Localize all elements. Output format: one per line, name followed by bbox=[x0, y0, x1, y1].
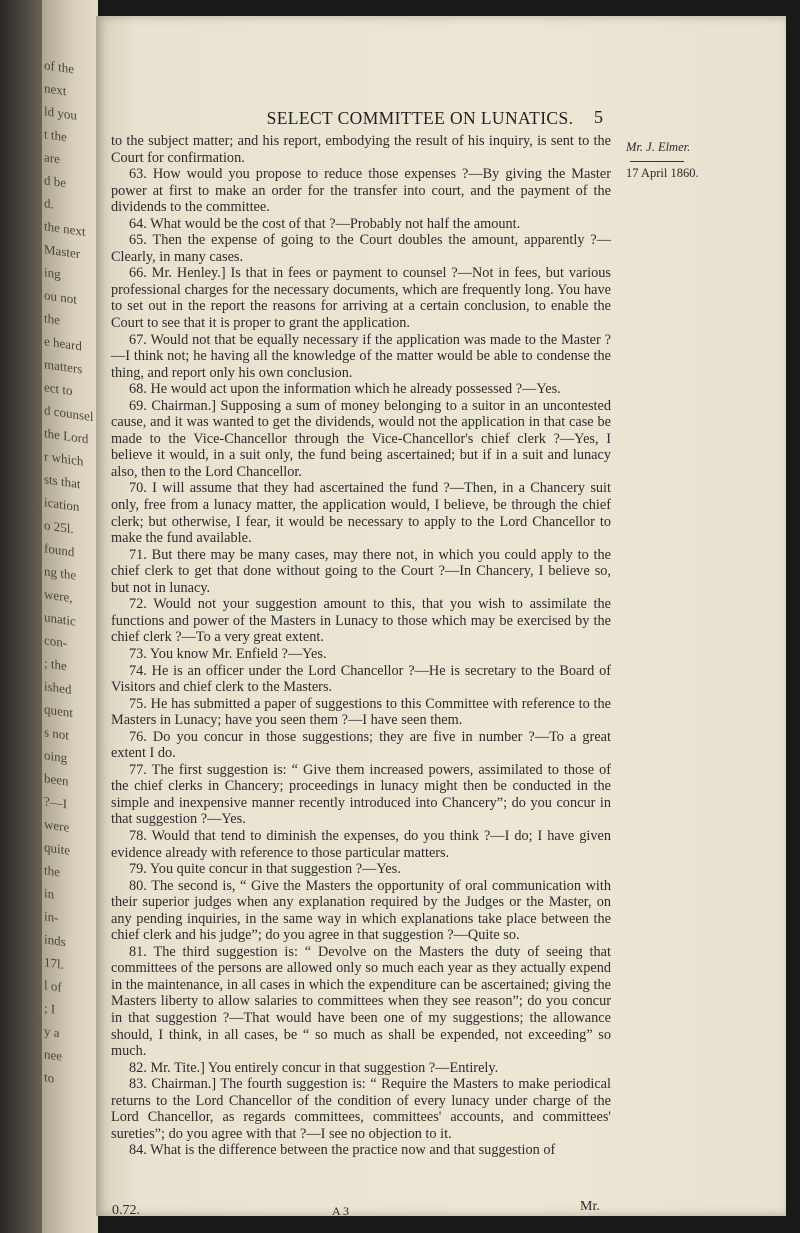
previous-page-fragment: o 25l. bbox=[44, 517, 74, 537]
previous-page-fragment: y a bbox=[44, 1023, 60, 1041]
previous-page-fragment: t the bbox=[44, 126, 67, 145]
testimony-paragraph: 76. Do you concur in those suggestions; they are five in number ?—To a great extent I do. bbox=[111, 728, 611, 762]
testimony-paragraph: 67. Would not that be equally necessary if the application was made to the Master ?—I think not; he having all the knowledge of the matter would be able to condense the thing, and report only his own conclusion. bbox=[111, 331, 611, 381]
testimony-paragraph: 83. Chairman.] The fourth suggestion is: “ Require the Masters to make periodical returns to the Lord Chancellor of the condition of every lunacy under charge of the Lord Chancellor, as regards committees, committees' accounts, and committees' sureties”; do you agree with that ?—I see no objection to it. bbox=[111, 1076, 611, 1142]
running-header: SELECT COMMITTEE ON LUNATICS. bbox=[266, 108, 574, 128]
previous-page-fragment: in- bbox=[44, 908, 59, 926]
testimony-paragraph: 80. The second is, “ Give the Masters the opportunity of oral communication with their superior judges when any explanation required by the Judges or the Master, on any pending inquiries, in the same way in which explanations take place between the chief clerk and his judge”; do you agree in that suggestion ?—Quite so. bbox=[111, 877, 611, 944]
previous-page-fragment: quite bbox=[44, 839, 70, 858]
previous-page-fragment: the bbox=[44, 862, 60, 880]
testimony-paragraph: 81. The third suggestion is: “ Devolve on the Masters the duty of seeing that committees of the persons are allowed only so much each year as they actually expend in the maintenance, in all cases in which the expenditure can be ascertained; giving the Masters liberty to allow salaries to committees when they see reason”; do you concur in that suggestion ?—That would have been one of my suggestions; the allowance should, I think, in all cases, be “ so much as shall be expended, not exceeding” so much. bbox=[111, 943, 611, 1060]
previous-page-fragment: were bbox=[44, 816, 70, 835]
previous-page-fragment: ished bbox=[44, 678, 72, 698]
book-binding bbox=[0, 0, 42, 1233]
page-number: 5 bbox=[594, 107, 603, 127]
previous-page-fragment: ld you bbox=[44, 103, 77, 123]
catchword: Mr. bbox=[580, 1199, 600, 1214]
previous-page-fragment: ou not bbox=[44, 287, 77, 307]
testimony-paragraph: 77. The first suggestion is: “ Give them increased powers, assimilated to those of the chief clerks in Chancery; proceedings in lunacy might then be conducted in the simple and inexpensive manner recently introduced into Chancery”; do you concur in that suggestion ?—Yes. bbox=[111, 761, 611, 828]
previous-page-fragment: the Lord bbox=[44, 425, 89, 447]
testimony-paragraph: 69. Chairman.] Supposing a sum of money belonging to a suitor in an uncontested cause, and it was wanted to get the dividends, would not the application in that case be made to the Vice-Chancellor through the Vice-Chancellor's chief clerk ?—Yes, I believe it would, in a suit only, the fund being ascertained; but if in a suit and lunacy also, then to the Lord Chancellor. bbox=[111, 397, 611, 480]
document-page bbox=[96, 16, 786, 1216]
previous-page-fragment: con- bbox=[44, 632, 68, 651]
previous-page-fragment: Master bbox=[44, 241, 81, 262]
testimony-paragraph: 75. He has submitted a paper of suggestions to this Committee with reference to the Masters in Lunacy; have you seen them ?—I have seen them. bbox=[111, 695, 611, 729]
testimony-paragraph: 74. He is an officer under the Lord Chancellor ?—He is secretary to the Board of Visitors and chief clerk to the Masters. bbox=[111, 662, 611, 696]
margin-note bbox=[626, 140, 699, 181]
continuation-paragraph: to the subject matter; and his report, embodying the result of his inquiry, is sent to the Court for confirmation. bbox=[111, 133, 611, 166]
testimony-body bbox=[111, 133, 611, 1159]
testimony-paragraph: 66. Mr. Henley.] Is that in fees or payment to counsel ?—Not in fees, but various professional charges for the necessary documents, which are frequently long. You have to set out in the report the reasons for arriving at a certain conclusion, to enable the Court to see that it is proper to grant the application. bbox=[111, 265, 611, 332]
testimony-paragraph: 82. Mr. Tite.] You entirely concur in that suggestion ?—Entirely. bbox=[129, 1059, 499, 1076]
testimony-paragraph: 73. You know Mr. Enfield ?—Yes. bbox=[129, 645, 327, 662]
testimony-paragraph: 72. Would not your suggestion amount to this, that you wish to assimilate the functions and power of the Masters in Lunacy to those which may be exercised by the chief clerk ?—To a very great extent. bbox=[111, 596, 611, 646]
testimony-paragraph: 79. You quite concur in that suggestion ?—Yes. bbox=[129, 861, 401, 878]
print-number: 0.72. bbox=[112, 1203, 140, 1218]
previous-page-fragment: 17l. bbox=[44, 954, 64, 972]
testimony-paragraph: 64. What would be the cost of that ?—Probably not half the amount. bbox=[129, 215, 521, 232]
previous-page-fragment: of the bbox=[44, 57, 74, 77]
previous-page-fragment: ?—I bbox=[44, 793, 68, 812]
previous-page-fragment: e heard bbox=[44, 333, 82, 354]
previous-page-fragment: next bbox=[44, 80, 67, 99]
previous-page-fragment: inds bbox=[44, 931, 66, 950]
previous-page-fragment: to bbox=[44, 1069, 55, 1086]
previous-page-fragment: matters bbox=[44, 356, 83, 377]
testimony-paragraph: 70. I will assume that they had ascertained the fund ?—Then, in a Chancery suit only, free from a lunacy matter, the application would, I believe, be through the chief clerk; but otherwise, I fear, it would be necessary to apply to the Lord Chancellor to make the fund available. bbox=[111, 480, 611, 547]
previous-page-fragment: were, bbox=[44, 586, 73, 606]
previous-page-margin-text bbox=[44, 57, 98, 1095]
testimony-paragraph: 78. Would that tend to diminish the expenses, do you think ?—I do; I have given evidence already with reference to those particular matters. bbox=[111, 827, 611, 861]
testimony-paragraph: 63. How would you propose to reduce those expenses ?—By giving the Master power at first to make an order for the transfer into court, and the payment of the dividends to the committee. bbox=[111, 166, 611, 216]
previous-page-fragment: nee bbox=[44, 1046, 63, 1064]
previous-page-fragment: the bbox=[44, 310, 60, 328]
previous-page-fragment: unatic bbox=[44, 609, 76, 629]
signature-mark: A 3 bbox=[332, 1204, 350, 1218]
previous-page-fragment: d counsel bbox=[44, 402, 94, 425]
testimony-date: 17 April 1860. bbox=[626, 166, 699, 180]
previous-page-fragment: are bbox=[44, 149, 60, 167]
margin-rule bbox=[630, 161, 684, 162]
previous-page-fragment: d. bbox=[44, 195, 54, 212]
testimony-paragraph: 84. What is the difference between the practice now and that suggestion of bbox=[129, 1142, 556, 1159]
previous-page-fragment: ication bbox=[44, 494, 80, 515]
previous-page-fragment: ect to bbox=[44, 379, 73, 399]
previous-page-edge bbox=[0, 0, 98, 1233]
testimony-paragraph: 71. But there may be many cases, may there not, in which you could apply to the chief clerk to get that done without going to the Court ?—In Chancery, I believe so, but not in lunacy. bbox=[111, 546, 611, 596]
previous-page-fragment: found bbox=[44, 540, 75, 560]
testimony-paragraph: 68. He would act upon the information which he already possessed ?—Yes. bbox=[129, 381, 561, 398]
previous-page-fragment: been bbox=[44, 770, 69, 789]
previous-page-fragment: s not bbox=[44, 724, 69, 743]
previous-page-fragment: ng the bbox=[44, 563, 77, 583]
testimony-paragraph: 65. Then the expense of going to the Court doubles the amount, apparently ?—Clearly, in many cases. bbox=[111, 232, 611, 265]
previous-page-fragment: the next bbox=[44, 218, 86, 240]
previous-page-fragment: ; I bbox=[44, 1000, 56, 1017]
previous-page-fragment: d be bbox=[44, 172, 67, 191]
previous-page-fragment: in bbox=[44, 885, 55, 902]
witness-name: Mr. J. Elmer. bbox=[626, 140, 691, 154]
previous-page-fragment: r which bbox=[44, 448, 84, 469]
previous-page-fragment: ing bbox=[44, 264, 61, 282]
previous-page-fragment: sts that bbox=[44, 471, 81, 492]
previous-page-fragment: ; the bbox=[44, 655, 67, 674]
previous-page-fragment: quent bbox=[44, 701, 73, 721]
previous-page-fragment: oing bbox=[44, 747, 68, 766]
previous-page-fragment: l of bbox=[44, 977, 62, 995]
